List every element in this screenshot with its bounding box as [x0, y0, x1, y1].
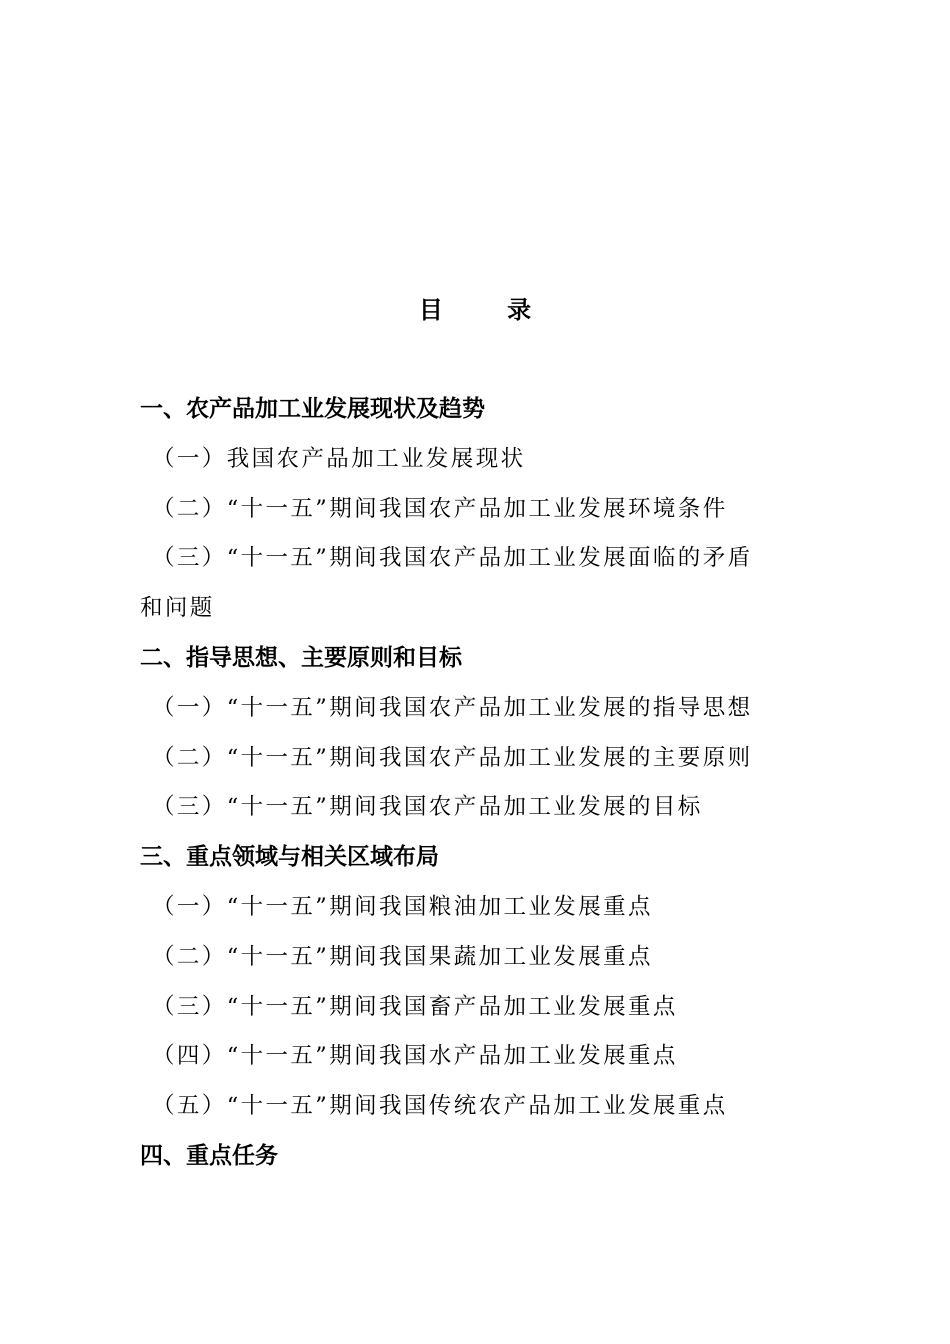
toc-section-heading: 二、指导思想、主要原则和目标: [140, 644, 462, 671]
toc-subsection-item: （五）“十一五”期间我国传统农产品加工业发展重点: [152, 1093, 728, 1120]
toc-subsection-item: （三）“十一五”期间我国农产品加工业发展的目标: [152, 794, 703, 821]
toc-section-heading: 三、重点领域与相关区域布局: [140, 844, 439, 871]
toc-subsection-item: （二）“十一五”期间我国农产品加工业发展的主要原则: [152, 744, 753, 771]
toc-subsection-item: （三）“十一五”期间我国畜产品加工业发展重点: [152, 993, 678, 1020]
document-title: 目 录: [418, 296, 560, 324]
toc-subsection-item: （二）“十一五”期间我国农产品加工业发展环境条件: [152, 495, 728, 522]
toc-section-heading: 一、农产品加工业发展现状及趋势: [140, 396, 485, 422]
toc-subsection-item: （一）我国农产品加工业发展现状: [152, 445, 526, 472]
toc-subsection-item: （二）“十一五”期间我国果蔬加工业发展重点: [152, 943, 653, 970]
toc-subsection-item: （四）“十一五”期间我国水产品加工业发展重点: [152, 1043, 678, 1070]
toc-subsection-continuation: 和问题: [140, 595, 215, 622]
toc-section-heading: 四、重点任务: [140, 1142, 278, 1169]
toc-subsection-item: （一）“十一五”期间我国农产品加工业发展的指导思想: [152, 694, 753, 721]
toc-subsection-item: （三）“十一五”期间我国农产品加工业发展面临的矛盾: [152, 545, 753, 572]
toc-subsection-item: （一）“十一五”期间我国粮油加工业发展重点: [152, 893, 653, 920]
table-of-contents: [140, 385, 820, 1182]
